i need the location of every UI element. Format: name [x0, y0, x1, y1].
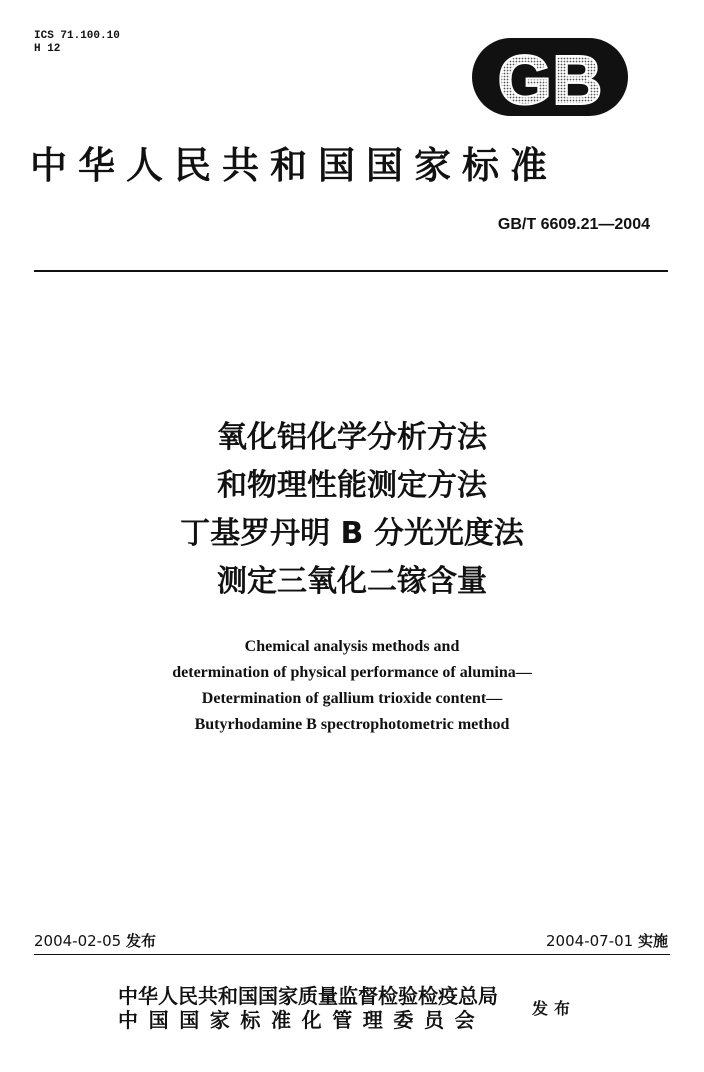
issue-date: 2004-02-05 — [34, 932, 122, 950]
gb-logo — [470, 36, 630, 118]
implement-date: 2004-07-01 — [546, 932, 634, 950]
standard-number: GB/T 6609.21—2004 — [497, 216, 650, 233]
footer-divider — [34, 954, 670, 955]
english-title-line: Chemical analysis methods and — [244, 638, 460, 655]
implement-date-block — [546, 930, 668, 951]
english-title — [0, 634, 704, 738]
english-title-line: Butyrhodamine B spectrophotometric method — [194, 716, 510, 733]
issue-label: 发布 — [125, 932, 156, 950]
issuer-line: 中国国家标准化管理委员会 — [118, 1008, 486, 1032]
classification-codes — [34, 30, 120, 56]
ics-code: ICS 71.100.10 — [34, 30, 120, 42]
chinese-title-line: 氧化铝化学分析方法 — [217, 420, 487, 455]
standard-category-title: 中华人民共和国国家标准 — [30, 143, 558, 187]
issuing-authorities — [118, 984, 498, 1032]
chinese-title — [0, 414, 704, 606]
header-divider — [34, 270, 668, 272]
gb-logo-text: GB — [497, 41, 603, 118]
implement-label: 实施 — [637, 932, 668, 950]
english-title-line: determination of physical performance of alumina— — [172, 664, 532, 681]
issue-date-block — [34, 930, 156, 951]
issuer-line: 中华人民共和国国家质量监督检验检疫总局 — [118, 984, 498, 1008]
chinese-title-line: 丁基罗丹明 B 分光光度法 — [180, 516, 524, 551]
english-title-line: Determination of gallium trioxide content— — [201, 690, 503, 707]
class-code: H 12 — [34, 43, 61, 55]
chinese-title-line: 和物理性能测定方法 — [217, 468, 487, 503]
publish-label: 发布 — [532, 999, 577, 1018]
chinese-title-line: 测定三氧化二镓含量 — [217, 564, 487, 599]
